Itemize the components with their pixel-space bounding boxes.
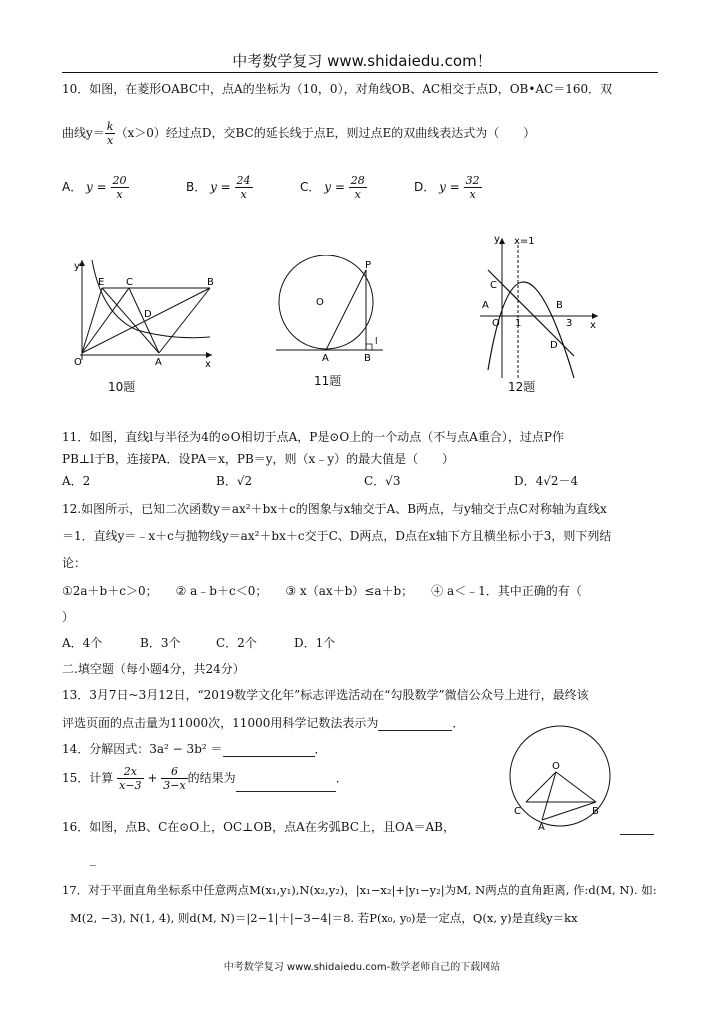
diagonal-ac <box>129 288 159 353</box>
q17-line1: 17．对于平面直角坐标系中任意两点M(x₁,y₁),N(x₂,y₂)，|x₁−x₂|+|y₁−y₂|为M, N两点的直角距离, 作:d(M, N). 如: <box>62 883 657 897</box>
q11-option-a: A．2 <box>62 474 91 488</box>
x-arrow <box>592 313 598 319</box>
label-l: l <box>375 337 378 347</box>
q12-option-c: C．2个 <box>216 636 257 650</box>
q12-option-d: D．1个 <box>294 636 336 650</box>
label-a: A <box>322 353 329 364</box>
q16-text: 16．如图，点B、C在⊙O上，OC⊥OB，点A在劣弧BC上，且OA＝AB， <box>62 820 456 834</box>
figure-10-caption: 10题 <box>108 380 136 394</box>
label-b: B <box>592 806 599 817</box>
q12-option-a: A．4个 <box>62 636 103 650</box>
option-lhs: y = <box>439 180 460 194</box>
label-c: C <box>126 277 133 288</box>
label-b: B <box>207 277 214 288</box>
frac-den: x <box>354 188 361 201</box>
frac-num: 20 <box>112 174 127 187</box>
q11-line1: 11．如图，直线l与半径为4的⊙O相切于点A，P是⊙O上的一个动点（不与点A重合），过点P作 <box>62 430 565 444</box>
option-lhs: y = <box>324 180 345 194</box>
label-c: C <box>490 280 497 291</box>
q11-option-c: C．√3 <box>364 474 401 488</box>
label-c: C <box>514 806 521 817</box>
q15-plus: + <box>147 771 158 785</box>
parabola <box>488 282 574 378</box>
q15-pre: 15．计算 <box>62 771 114 785</box>
figure-16 <box>504 718 622 834</box>
label-p: P <box>365 260 372 271</box>
header-rule <box>62 72 658 73</box>
figure-12-caption: 12题 <box>508 380 536 394</box>
label-x1: x=1 <box>514 236 535 247</box>
frac-num: 24 <box>236 174 251 187</box>
label-d: D <box>550 340 558 351</box>
q10-option-c <box>300 174 367 201</box>
label-x: x <box>590 320 596 331</box>
figure-12 <box>474 230 614 380</box>
option-frac <box>111 174 129 201</box>
q13-line1: 13．3月7日~3月12日，“2019数学文化年”标志评选活动在“勾股数学”微信公众号上进行，最终该 <box>62 688 589 702</box>
label-a: A <box>155 357 162 368</box>
q16-answer-blank[interactable] <box>620 826 654 835</box>
label-d: D <box>144 309 152 320</box>
option-frac <box>464 174 482 201</box>
segment-pa <box>326 270 366 350</box>
label-y: y <box>494 234 500 245</box>
q10-option-b <box>186 174 253 201</box>
frac-num: 28 <box>350 174 365 187</box>
page-header: 中考数学复习 www.shidaiedu.com！ <box>232 52 492 70</box>
frac-den: x <box>107 134 114 147</box>
frac-num: k <box>106 120 114 133</box>
q12-line1: 12.如图所示，已知二次函数y＝ax²＋bx＋c的图象与x轴交于A、B两点，与y轴交于点C对称轴为直线x <box>62 502 607 516</box>
right-angle-mark <box>366 344 372 350</box>
label-o: O <box>316 297 324 308</box>
section-2-title: 二.填空题（每小题4分，共24分） <box>62 662 245 676</box>
line-oe <box>82 288 102 353</box>
q14-answer-blank[interactable] <box>223 744 315 757</box>
option-frac <box>349 174 367 201</box>
q10-line2-post: （x＞0）经过点D，交BC的延长线于点E，则过点E的双曲线表达式为（ ） <box>115 126 536 140</box>
q12-line3: 论： <box>62 556 87 570</box>
q11-option-b: B．√2 <box>216 474 253 488</box>
figure-11-caption: 11题 <box>314 374 342 388</box>
q10-fraction <box>105 120 116 147</box>
q14-text: 14．分解因式：3a² − 3b² ＝ <box>62 742 223 756</box>
option-label: D． <box>414 180 436 194</box>
q13-answer-blank[interactable] <box>378 718 452 731</box>
page-footer: 中考数学复习 www.shidaiedu.com-数学老师自己的下载网站 <box>223 962 501 973</box>
label-e: E <box>98 277 105 288</box>
q10-option-a <box>62 174 129 201</box>
frac-num: 32 <box>465 174 480 187</box>
q15-answer-blank[interactable] <box>236 779 336 792</box>
frac-den: x−3 <box>119 779 142 792</box>
label-o: O <box>74 357 82 368</box>
q15-post: 的结果为 <box>187 771 236 785</box>
frac-num: 6 <box>161 765 187 779</box>
label-a: A <box>538 822 545 833</box>
x-arrow <box>206 352 212 358</box>
q14-end: ． <box>314 742 327 756</box>
side-ab <box>159 288 210 353</box>
q13-line2 <box>62 714 464 731</box>
label-b: B <box>364 353 371 364</box>
q12-line5: ） <box>62 610 75 624</box>
label-b: B <box>556 300 563 311</box>
frac-num: 2x <box>117 765 143 779</box>
q13-line2-end: ． <box>452 716 465 730</box>
q15-line <box>62 765 348 792</box>
q16-line <box>62 818 455 835</box>
q10-line2 <box>62 120 535 147</box>
frac-den: x <box>240 188 247 201</box>
q16-continuation: _ <box>90 852 96 866</box>
figure-10 <box>62 255 222 395</box>
q17-line2: M(2, −3), N(1, 4), 则d(M, N)＝|2−1|＋|−3−4|＝8. 若P(x₀, y₀)是一定点，Q(x, y)是直线y＝kx <box>70 911 578 925</box>
q12-line4: ①2a＋b＋c＞0； ② a﹣b＋c＜0； ③ x（ax＋b）≤a＋b； ④ a＜﹣1．其中正确的有（ <box>62 584 582 598</box>
frac-den: x <box>469 188 476 201</box>
option-lhs: y = <box>210 180 231 194</box>
q13-line2-text: 评选页面的点击量为11000次，11000用科学记数法表示为 <box>62 716 379 730</box>
q11-option-d: D．4√2－4 <box>514 474 579 488</box>
label-one: 1 <box>515 318 522 329</box>
line-ea <box>102 288 159 353</box>
q10-line1: 10．如图，在菱形OABC中，点A的坐标为（10，0），对角线OB、AC相交于点D，OB•AC＝160．双 <box>62 82 613 96</box>
label-o: O <box>552 761 560 772</box>
frac-den: 3−x <box>163 779 186 792</box>
q15-fraction-1 <box>117 765 143 792</box>
q12-option-b: B．3个 <box>140 636 181 650</box>
hyperbola <box>92 260 210 338</box>
frac-den: x <box>116 188 123 201</box>
option-frac <box>235 174 253 201</box>
label-three: 3 <box>566 318 573 329</box>
q15-end: ． <box>335 771 348 785</box>
option-label: A． <box>62 180 83 194</box>
q11-line2: PB⊥l于B，连接PA．设PA＝x，PB＝y，则（x﹣y）的最大值是（ ） <box>62 452 455 466</box>
figure-11 <box>268 255 388 367</box>
option-label: B． <box>186 180 207 194</box>
q14-line <box>62 740 327 757</box>
q10-line2-pre: 曲线y＝ <box>62 126 105 140</box>
option-label: C． <box>300 180 321 194</box>
label-x: x <box>205 359 211 370</box>
q12-line2: ＝1．直线y＝﹣x＋c与抛物线y＝ax²＋bx＋c交于C、D两点，D点在x轴下方且横坐标小于3，则下列结 <box>62 529 612 543</box>
label-a: A <box>482 300 489 311</box>
label-o: O <box>492 318 500 329</box>
q15-fraction-2 <box>161 765 187 792</box>
diagonal-ob <box>82 288 210 353</box>
q10-option-d <box>414 174 482 201</box>
option-lhs: y = <box>86 180 107 194</box>
circle-o <box>279 255 373 349</box>
label-y: y <box>74 261 80 272</box>
